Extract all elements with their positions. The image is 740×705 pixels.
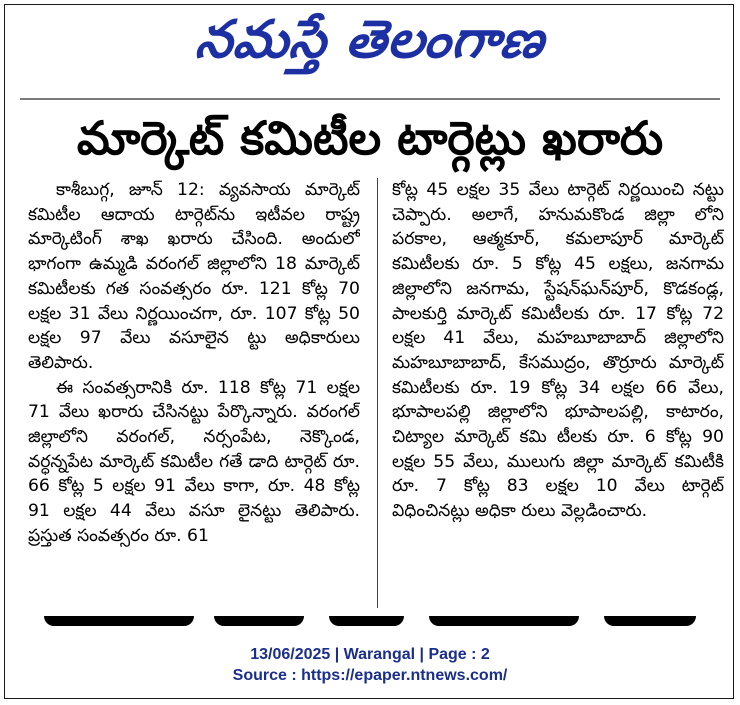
cutoff-glyphs <box>214 616 304 626</box>
headline-text: మార్కెట్ కమిటీల టార్గెట్లు ఖరారు <box>76 111 664 165</box>
next-story-cutoff <box>44 616 696 626</box>
column-divider <box>377 178 378 608</box>
article-paragraph: కోట్ల 45 లక్షల 35 వేలు టార్గెట్ నిర్ణయించి నట్టు చెప్పారు. అలాగే, హనుమకొండ జిల్లా లోని పరకాల, ఆత్మకూర్, కమలాపూర్ మార్కెట్ కమిటీలకు రూ. 5 కోట్ల 45 లక్షలు, జనగామ జిల్లాలోని జనగామ, స్టేషన్‌ఘన్‌పూర్, కొడకండ్ల, పాలకుర్తి మార్కెట్ కమిటీలకు రూ. 17 కోట్ల 72 లక్షల 41 వేలు, మహబూబాబాద్ జిల్లాలోని మహబూబాబాద్, కేసముద్రం, తొర్రూరు మార్కెట్ కమిటీలకు రూ. 19 కోట్ల 34 లక్షల 66 వేలు, భూపాలపల్లి జిల్లాలోని భూపాలపల్లి, కాటారం, చిట్యాల మార్కెట్ కమి టీలకు రూ. 6 కోట్ల 90 లక్షల 55 వేలు, ములుగు జిల్లా మార్కెట్ కమిటీకి రూ. 7 కోట్ల 83 లక్షల 10 వేలు టార్గెట్ విధించినట్లు అధికా రులు వెల్లడించారు. <box>392 180 724 522</box>
footer-source: Source : https://epaper.ntnews.com/ <box>232 667 508 684</box>
footer <box>0 644 740 686</box>
cutoff-glyphs <box>44 616 194 626</box>
cutoff-glyphs <box>329 616 404 626</box>
headline-top-rule <box>20 98 720 100</box>
article-column-left <box>28 178 360 618</box>
headline <box>20 104 720 172</box>
article-paragraph: ఈ సంవత్సరానికి రూ. 118 కోట్ల 71 లక్షల 71 వేలు ఖరారు చేసినట్టు పేర్కొన్నారు. వరంగల్ జిల్లాలోని వరంగల్, నర్సంపేట, నెక్కొండ, వర్ధన్నపేట మార్కెట్ కమిటీల గతే డాది టార్గెట్ రూ. 66 కోట్ల 5 లక్షల 91 వేలు కాగా, రూ. 48 కోట్ల 91 లక్షల 44 వేలు వసూ లైనట్టు తెలిపారు. ప్రస్తుత సంవత్సరం రూ. 61 <box>28 377 360 546</box>
masthead <box>0 6 740 74</box>
footer-date-edition: 13/06/2025 | Warangal | Page : 2 <box>250 646 490 663</box>
cutoff-glyphs <box>604 616 696 626</box>
article-paragraph: కాశీబుగ్గ, జూన్ 12: వ్యవసాయ మార్కెట్ కమిటీల ఆదాయ టార్గెట్‌ను ఇటీవల రాష్ట్ర మార్కెటింగ్ శాఖ ఖరారు చేసింది. అందులో భాగంగా ఉమ్మడి వరంగల్ జిల్లాలోని 18 మార్కెట్ కమిటీలకు గత సంవత్సరం రూ. 121 కోట్ల 70 లక్షల 31 వేలు నిర్ణయించగా, రూ. 107 కోట్ల 50 లక్షల 97 వేలు వసూలైన ట్టు అధికారులు తెలిపారు. <box>28 180 360 373</box>
article-column-right <box>392 178 724 618</box>
cutoff-glyphs <box>429 616 579 626</box>
masthead-logo: నమస్తే తెలంగాణ <box>192 10 548 70</box>
